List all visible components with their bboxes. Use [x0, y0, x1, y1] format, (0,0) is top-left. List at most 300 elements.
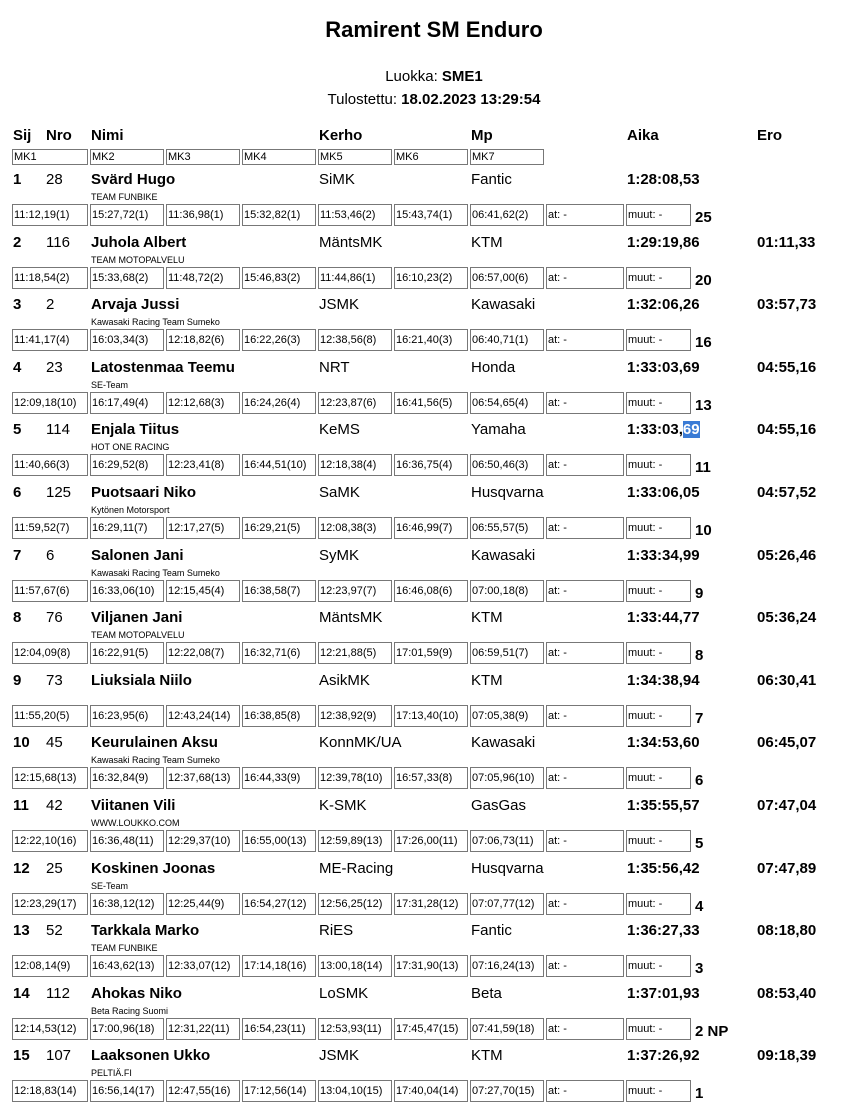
rider-bike: KTM — [471, 234, 503, 251]
muut-cell: muut: - — [626, 1080, 691, 1102]
points: 6 — [695, 772, 704, 789]
rider-name: Laaksonen Ukko — [91, 1047, 211, 1064]
rider-club: AsikMK — [319, 672, 370, 689]
total-time — [627, 1045, 700, 1067]
stage-time: 16:38,12(12) — [90, 893, 164, 915]
position: 13 — [13, 922, 30, 939]
stage-time: 11:36,98(1) — [166, 204, 240, 226]
total-time-main: 1:35:55,57 — [627, 797, 700, 814]
start-number: 6 — [46, 547, 55, 564]
stage-time: 12:47,55(16) — [166, 1080, 240, 1102]
rider-club: KeMS — [319, 421, 360, 438]
total-time — [627, 294, 700, 316]
stage-time: 12:23,87(6) — [318, 392, 392, 414]
total-time — [627, 482, 700, 504]
header-mp: Mp — [471, 127, 493, 144]
stage-time: 16:33,06(10) — [90, 580, 164, 602]
stage-time: 16:17,49(4) — [90, 392, 164, 414]
table-row — [0, 795, 846, 858]
total-time — [627, 920, 700, 942]
points: 25 — [695, 209, 712, 226]
stage-time: 17:00,96(18) — [90, 1018, 164, 1040]
position: 15 — [13, 1047, 30, 1064]
start-number: 2 — [46, 296, 55, 313]
stage-time: 12:29,37(10) — [166, 830, 240, 852]
table-row — [0, 169, 846, 232]
stage-time: 12:38,92(9) — [318, 705, 392, 727]
mk-header: MK5 — [318, 149, 392, 165]
rider-team: Beta Racing Suomi — [91, 1006, 169, 1016]
time-gap: 07:47,89 — [757, 860, 817, 877]
stage-time: 07:16,24(13) — [470, 955, 544, 977]
stage-time: 06:50,46(3) — [470, 454, 544, 476]
points: 16 — [695, 334, 712, 351]
stage-time: 17:31,28(12) — [394, 893, 468, 915]
muut-cell: muut: - — [626, 267, 691, 289]
stage-time: 07:07,77(12) — [470, 893, 544, 915]
rider-name: Viitanen Vili — [91, 797, 176, 814]
stage-time: 12:43,24(14) — [166, 705, 240, 727]
rider-team: HOT ONE RACING — [91, 442, 170, 452]
rider-bike: Husqvarna — [471, 484, 544, 501]
rider-club: SyMK — [319, 547, 360, 564]
class-info — [0, 68, 846, 85]
stage-time: 15:33,68(2) — [90, 267, 164, 289]
start-number: 25 — [46, 860, 63, 877]
printed-info — [0, 91, 846, 108]
table-row — [0, 983, 846, 1046]
stage-time: 07:05,38(9) — [470, 705, 544, 727]
time-gap: 05:26,46 — [757, 547, 817, 564]
stage-time: 16:44,33(9) — [242, 767, 316, 789]
rider-club: JSMK — [319, 296, 360, 313]
stage-time: 11:41,17(4) — [12, 329, 88, 351]
at-cell: at: - — [546, 767, 624, 789]
rider-name: Liuksiala Niilo — [91, 672, 192, 689]
stage-time: 13:00,18(14) — [318, 955, 392, 977]
printed-label: Tulostettu: — [327, 91, 397, 108]
stage-time: 11:18,54(2) — [12, 267, 88, 289]
at-cell: at: - — [546, 392, 624, 414]
position: 10 — [13, 734, 30, 751]
total-time — [627, 169, 700, 191]
stage-time: 16:22,91(5) — [90, 642, 164, 664]
start-number: 23 — [46, 359, 63, 376]
stage-time: 07:00,18(8) — [470, 580, 544, 602]
points: 5 — [695, 835, 704, 852]
position: 8 — [13, 609, 22, 626]
total-time-main: 1:34:53,60 — [627, 734, 700, 751]
table-row — [0, 670, 846, 733]
start-number: 114 — [46, 421, 70, 438]
start-number: 107 — [46, 1047, 72, 1064]
stage-time: 12:15,45(4) — [166, 580, 240, 602]
mk-header: MK1 — [12, 149, 88, 165]
stage-time: 06:40,71(1) — [470, 329, 544, 351]
rider-team: TEAM MOTOPALVELU — [91, 630, 185, 640]
at-cell: at: - — [546, 955, 624, 977]
stage-time: 11:59,52(7) — [12, 517, 88, 539]
stage-time: 16:36,48(11) — [90, 830, 164, 852]
muut-cell: muut: - — [626, 580, 691, 602]
rider-name: Koskinen Joonas — [91, 860, 216, 877]
header-nimi: Nimi — [91, 127, 124, 144]
points: 11 — [695, 459, 711, 476]
rider-club: JSMK — [319, 1047, 360, 1064]
stage-time: 12:23,41(8) — [166, 454, 240, 476]
mk-header: MK3 — [166, 149, 240, 165]
start-number: 112 — [46, 985, 70, 1002]
start-number: 116 — [46, 234, 70, 251]
stage-time: 16:10,23(2) — [394, 267, 468, 289]
stage-time: 16:56,14(17) — [90, 1080, 164, 1102]
stage-time: 15:43,74(1) — [394, 204, 468, 226]
stage-time: 16:57,33(8) — [394, 767, 468, 789]
position: 7 — [13, 547, 22, 564]
stage-time: 17:26,00(11) — [394, 830, 468, 852]
rider-bike: Kawasaki — [471, 734, 536, 751]
stage-time: 16:21,40(3) — [394, 329, 468, 351]
time-gap: 04:57,52 — [757, 484, 817, 501]
at-cell: at: - — [546, 267, 624, 289]
stage-time: 16:32,84(9) — [90, 767, 164, 789]
rider-bike: KTM — [471, 609, 503, 626]
total-time — [627, 732, 700, 754]
position: 14 — [13, 985, 30, 1002]
class-value: SME1 — [441, 68, 483, 85]
total-time-main: 1:33:34,99 — [627, 547, 700, 564]
rider-name: Latostenmaa Teemu — [91, 359, 235, 376]
time-gap: 03:57,73 — [757, 296, 817, 313]
class-label: Luokka: — [385, 68, 438, 85]
rider-team: TEAM FUNBIKE — [91, 192, 158, 202]
rider-club: K-SMK — [319, 797, 367, 814]
table-row — [0, 419, 846, 482]
stage-time: 16:32,71(6) — [242, 642, 316, 664]
total-time-selected: 69 — [682, 421, 700, 438]
stage-time: 12:56,25(12) — [318, 893, 392, 915]
rider-bike: Fantic — [471, 922, 512, 939]
time-gap: 06:30,41 — [757, 672, 817, 689]
total-time-main: 1:36:27,33 — [627, 922, 700, 939]
mk-header: MK2 — [90, 149, 164, 165]
position: 11 — [13, 797, 29, 814]
rider-name: Ahokas Niko — [91, 985, 182, 1002]
total-time — [627, 357, 700, 379]
at-cell: at: - — [546, 830, 624, 852]
stage-time: 16:46,99(7) — [394, 517, 468, 539]
total-time-main: 1:37:26,92 — [627, 1047, 700, 1064]
position: 2 — [13, 234, 22, 251]
stage-time: 17:31,90(13) — [394, 955, 468, 977]
rider-club: MäntsMK — [319, 609, 383, 626]
stage-time: 12:04,09(8) — [12, 642, 88, 664]
rider-team: WWW.LOUKKO.COM — [91, 818, 180, 828]
total-time — [627, 232, 700, 254]
points: 7 — [695, 710, 704, 727]
stage-time: 12:33,07(12) — [166, 955, 240, 977]
stage-time: 17:14,18(16) — [242, 955, 316, 977]
muut-cell: muut: - — [626, 517, 691, 539]
stage-time: 16:54,27(12) — [242, 893, 316, 915]
rider-club: NRT — [319, 359, 350, 376]
at-cell: at: - — [546, 1080, 624, 1102]
stage-time: 12:38,56(8) — [318, 329, 392, 351]
rider-club: LoSMK — [319, 985, 369, 1002]
table-row — [0, 732, 846, 795]
stage-time: 17:01,59(9) — [394, 642, 468, 664]
time-gap: 08:53,40 — [757, 985, 817, 1002]
rider-bike: KTM — [471, 672, 503, 689]
rider-team: PELTIÄ.FI — [91, 1068, 132, 1078]
position: 3 — [13, 296, 22, 313]
points: 10 — [695, 522, 712, 539]
table-row — [0, 482, 846, 545]
at-cell: at: - — [546, 1018, 624, 1040]
at-cell: at: - — [546, 329, 624, 351]
total-time-main: 1:33:03, — [627, 421, 683, 438]
header-sij: Sij — [13, 127, 32, 144]
rider-bike: Honda — [471, 359, 516, 376]
start-number: 52 — [46, 922, 63, 939]
stage-time: 16:38,58(7) — [242, 580, 316, 602]
stage-time: 11:12,19(1) — [12, 204, 88, 226]
muut-cell: muut: - — [626, 705, 691, 727]
rider-club: MäntsMK — [319, 234, 383, 251]
stage-time: 16:29,52(8) — [90, 454, 164, 476]
stage-time: 06:55,57(5) — [470, 517, 544, 539]
rider-bike: Husqvarna — [471, 860, 544, 877]
stage-time: 16:03,34(3) — [90, 329, 164, 351]
stage-time: 12:09,18(10) — [12, 392, 88, 414]
mk-header: MK7 — [470, 149, 544, 165]
mk-header: MK4 — [242, 149, 316, 165]
rider-name: Juhola Albert — [91, 234, 187, 251]
total-time — [627, 545, 700, 567]
points: 2 NP — [695, 1023, 729, 1040]
time-gap: 04:55,16 — [757, 359, 817, 376]
table-row — [0, 232, 846, 295]
position: 4 — [13, 359, 22, 376]
stage-time: 12:18,38(4) — [318, 454, 392, 476]
stage-time: 12:37,68(13) — [166, 767, 240, 789]
rider-bike: GasGas — [471, 797, 527, 814]
stage-time: 12:15,68(13) — [12, 767, 88, 789]
muut-cell: muut: - — [626, 204, 691, 226]
stage-time: 12:39,78(10) — [318, 767, 392, 789]
rider-bike: Kawasaki — [471, 296, 536, 313]
position: 9 — [13, 672, 22, 689]
stage-time: 16:54,23(11) — [242, 1018, 316, 1040]
muut-cell: muut: - — [626, 392, 691, 414]
stage-time: 07:06,73(11) — [470, 830, 544, 852]
rider-team: TEAM FUNBIKE — [91, 943, 158, 953]
total-time-main: 1:33:44,77 — [627, 609, 700, 626]
start-number: 28 — [46, 171, 63, 188]
muut-cell: muut: - — [626, 767, 691, 789]
total-time-main: 1:29:19,86 — [627, 234, 700, 251]
stage-time: 16:22,26(3) — [242, 329, 316, 351]
muut-cell: muut: - — [626, 454, 691, 476]
rider-team: Kawasaki Racing Team Sumeko — [91, 755, 220, 765]
stage-time: 12:08,38(3) — [318, 517, 392, 539]
stage-time: 16:29,11(7) — [90, 517, 164, 539]
points: 20 — [695, 272, 712, 289]
rider-name: Tarkkala Marko — [91, 922, 200, 939]
rider-name: Salonen Jani — [91, 547, 184, 564]
at-cell: at: - — [546, 204, 624, 226]
stage-time: 12:25,44(9) — [166, 893, 240, 915]
rider-team: SE-Team — [91, 380, 129, 390]
stage-time: 17:13,40(10) — [394, 705, 468, 727]
points: 13 — [695, 397, 712, 414]
rider-name: Enjala Tiitus — [91, 421, 180, 438]
stage-time: 15:32,82(1) — [242, 204, 316, 226]
stage-time: 11:55,20(5) — [12, 705, 88, 727]
mk-header: MK6 — [394, 149, 468, 165]
stage-time: 12:22,10(16) — [12, 830, 88, 852]
table-row — [0, 357, 846, 420]
total-time — [627, 983, 700, 1005]
stage-time: 16:24,26(4) — [242, 392, 316, 414]
stage-time: 07:41,59(18) — [470, 1018, 544, 1040]
stage-time: 06:59,51(7) — [470, 642, 544, 664]
table-row — [0, 858, 846, 921]
start-number: 42 — [46, 797, 63, 814]
rider-name: Viljanen Jani — [91, 609, 183, 626]
total-time-main: 1:35:56,42 — [627, 860, 700, 877]
points: 8 — [695, 647, 704, 664]
header-ero: Ero — [757, 127, 783, 144]
table-row — [0, 607, 846, 670]
stage-time: 12:18,83(14) — [12, 1080, 88, 1102]
position: 12 — [13, 860, 30, 877]
printed-value: 18.02.2023 13:29:54 — [401, 91, 541, 108]
rider-team: Kytönen Motorsport — [91, 505, 170, 515]
rider-bike: KTM — [471, 1047, 503, 1064]
points: 9 — [695, 585, 704, 602]
rider-team: TEAM MOTOPALVELU — [91, 255, 185, 265]
rider-team: Kawasaki Racing Team Sumeko — [91, 568, 220, 578]
stage-time: 16:41,56(5) — [394, 392, 468, 414]
stage-time: 16:36,75(4) — [394, 454, 468, 476]
stage-time: 12:14,53(12) — [12, 1018, 88, 1040]
start-number: 45 — [46, 734, 63, 751]
total-time — [627, 670, 700, 692]
stage-time: 06:41,62(2) — [470, 204, 544, 226]
points: 3 — [695, 960, 704, 977]
position: 6 — [13, 484, 22, 501]
stage-time: 16:55,00(13) — [242, 830, 316, 852]
stage-time: 07:27,70(15) — [470, 1080, 544, 1102]
stage-time: 11:48,72(2) — [166, 267, 240, 289]
stage-time: 15:46,83(2) — [242, 267, 316, 289]
stage-time: 11:57,67(6) — [12, 580, 88, 602]
table-row — [0, 920, 846, 983]
total-time-main: 1:34:38,94 — [627, 672, 700, 689]
rider-bike: Yamaha — [471, 421, 526, 438]
stage-time: 12:22,08(7) — [166, 642, 240, 664]
stage-time: 11:44,86(1) — [318, 267, 392, 289]
rider-bike: Fantic — [471, 171, 512, 188]
stage-time: 16:46,08(6) — [394, 580, 468, 602]
time-gap: 05:36,24 — [757, 609, 817, 626]
muut-cell: muut: - — [626, 1018, 691, 1040]
at-cell: at: - — [546, 517, 624, 539]
table-row — [0, 294, 846, 357]
stage-time: 17:12,56(14) — [242, 1080, 316, 1102]
stage-time: 12:23,29(17) — [12, 893, 88, 915]
stage-time: 11:40,66(3) — [12, 454, 88, 476]
stage-time: 13:04,10(15) — [318, 1080, 392, 1102]
position: 5 — [13, 421, 22, 438]
at-cell: at: - — [546, 642, 624, 664]
stage-time: 17:40,04(14) — [394, 1080, 468, 1102]
header-aika: Aika — [627, 127, 659, 144]
stage-time: 12:12,68(3) — [166, 392, 240, 414]
rider-bike: Beta — [471, 985, 502, 1002]
rider-team: Kawasaki Racing Team Sumeko — [91, 317, 220, 327]
page-title: Ramirent SM Enduro — [325, 17, 543, 42]
time-gap: 04:55,16 — [757, 421, 817, 438]
stage-time: 16:44,51(10) — [242, 454, 316, 476]
time-gap: 07:47,04 — [757, 797, 817, 814]
stage-time: 17:45,47(15) — [394, 1018, 468, 1040]
stage-time: 12:17,27(5) — [166, 517, 240, 539]
rider-club: RiES — [319, 922, 354, 939]
total-time-main: 1:37:01,93 — [627, 985, 700, 1002]
total-time-main: 1:33:06,05 — [627, 484, 700, 501]
stage-time: 12:18,82(6) — [166, 329, 240, 351]
stage-time: 11:53,46(2) — [318, 204, 392, 226]
stage-time: 12:31,22(11) — [166, 1018, 240, 1040]
stage-time: 12:21,88(5) — [318, 642, 392, 664]
total-time — [627, 858, 700, 880]
total-time — [627, 607, 700, 629]
muut-cell: muut: - — [626, 955, 691, 977]
header-kerho: Kerho — [319, 127, 363, 144]
stage-time: 06:54,65(4) — [470, 392, 544, 414]
at-cell: at: - — [546, 580, 624, 602]
muut-cell: muut: - — [626, 329, 691, 351]
stage-time: 16:29,21(5) — [242, 517, 316, 539]
position: 1 — [13, 171, 22, 188]
total-time — [627, 795, 700, 817]
at-cell: at: - — [546, 454, 624, 476]
total-time — [627, 419, 700, 441]
time-gap: 08:18,80 — [757, 922, 817, 939]
stage-time: 16:23,95(6) — [90, 705, 164, 727]
total-time-main: 1:28:08,53 — [627, 171, 700, 188]
rider-team: SE-Team — [91, 881, 129, 891]
rider-name: Svärd Hugo — [91, 171, 176, 188]
rider-name: Keurulainen Aksu — [91, 734, 218, 751]
time-gap: 06:45,07 — [757, 734, 817, 751]
muut-cell: muut: - — [626, 642, 691, 664]
muut-cell: muut: - — [626, 830, 691, 852]
table-row — [0, 1045, 846, 1108]
rider-name: Arvaja Jussi — [91, 296, 180, 313]
stage-time: 06:57,00(6) — [470, 267, 544, 289]
stage-time: 12:23,97(7) — [318, 580, 392, 602]
stage-time: 16:43,62(13) — [90, 955, 164, 977]
stage-time: 16:38,85(8) — [242, 705, 316, 727]
at-cell: at: - — [546, 705, 624, 727]
start-number: 76 — [46, 609, 63, 626]
start-number: 125 — [46, 484, 72, 501]
table-row — [0, 545, 846, 608]
rider-name: Puotsaari Niko — [91, 484, 197, 501]
